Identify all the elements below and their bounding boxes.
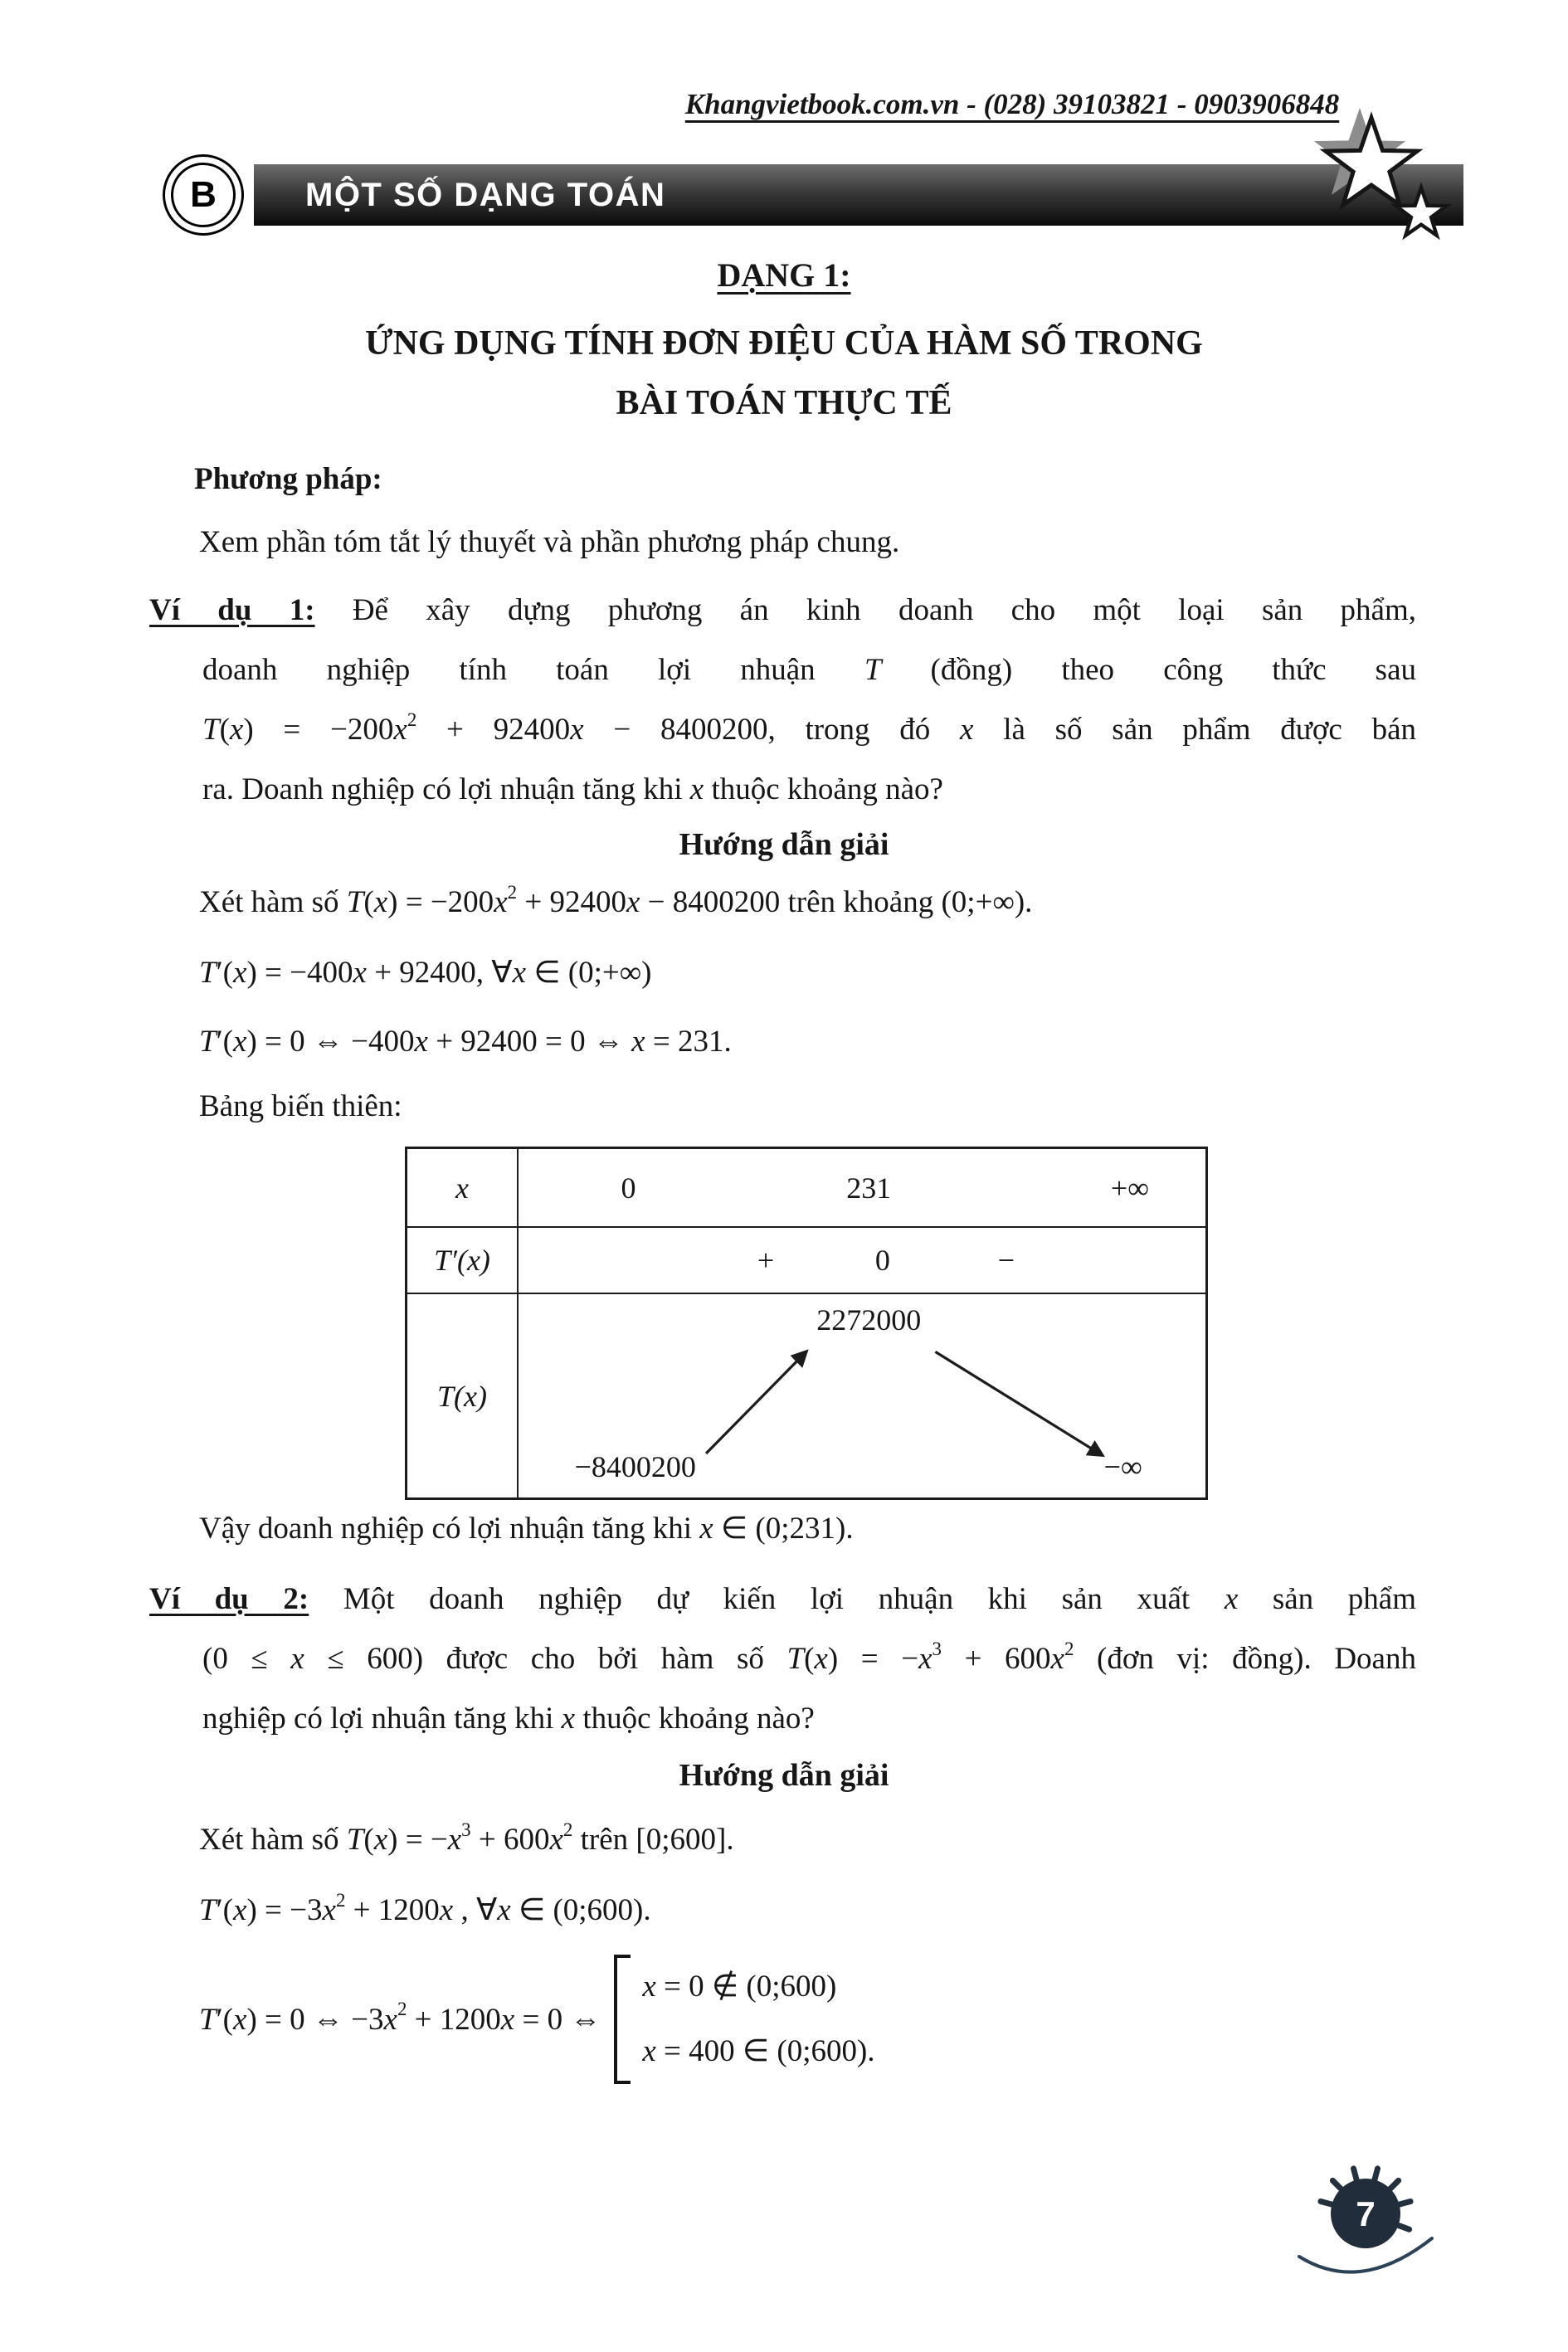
bbt-deriv-values: [519, 1228, 1205, 1294]
bbt-var-derivative: T′(x): [434, 1244, 490, 1277]
example1-conclusion: [199, 1510, 854, 1546]
example1-solution-line-2: [199, 954, 651, 991]
text-segment: $T(x) = -200x^2 + 92400x - 8400200$: [202, 709, 768, 747]
section-letter: B: [190, 174, 217, 215]
left-bracket-icon: [614, 1955, 631, 2084]
text-segment: sản phẩm: [1238, 1582, 1416, 1616]
text-segment: $T'(x) = -3x^2 + 1200x$ , ∀x ∈ (0;600).: [199, 1889, 651, 1927]
text-segment: Ví dụ 2:: [149, 1582, 309, 1616]
solution-heading-2: Hướng dẫn giải: [679, 1758, 889, 1793]
text-segment: [0;600]: [635, 1823, 727, 1857]
cases-list: [631, 1955, 874, 2084]
text-segment: .: [1025, 885, 1033, 919]
bbt-var-x: x: [455, 1171, 469, 1205]
text-segment: $T(x) = -x^3 + 600x^2$: [786, 1638, 1074, 1676]
text-segment: x: [561, 1702, 576, 1736]
text-segment: x ∈ (0;231): [699, 1512, 846, 1546]
text-segment: Xét hàm số: [199, 1823, 347, 1857]
bbt-start-value: −8400200: [574, 1450, 696, 1483]
method-text: Xem phần tóm tắt lý thuyết và phần phương pháp chung.: [199, 525, 900, 559]
case-1: [642, 1955, 874, 2019]
bbt-sign-minus: −: [997, 1244, 1015, 1277]
text-segment: thuộc khoảng nào?: [704, 772, 943, 806]
text-line: [149, 760, 1416, 820]
example1-solution-line-1: [199, 881, 1033, 920]
star-big-icon: [1326, 118, 1417, 205]
text-segment: .: [845, 1512, 854, 1546]
bbt-sign-zero: 0: [874, 1244, 890, 1277]
text-segment: x: [1224, 1582, 1239, 1616]
text-segment: (0;+∞): [941, 885, 1025, 919]
text-segment: $T(x) = -x^3 + 600x^2$: [346, 1819, 573, 1857]
solution-heading-1: Hướng dẫn giải: [679, 827, 889, 862]
text-line: [149, 1689, 1416, 1749]
bbt-fn-values: [519, 1294, 1205, 1497]
text-segment: (0 ≤ x ≤ 600): [202, 1642, 424, 1676]
method-label: Phương pháp:: [194, 462, 382, 496]
section-banner: [254, 164, 1463, 226]
text-segment: thuộc khoảng nào?: [575, 1702, 815, 1736]
page-number-ornament: [1293, 2157, 1442, 2306]
variation-table-label: Bảng biến thiên:: [199, 1089, 402, 1123]
text-segment: được cho bởi hàm số: [423, 1642, 787, 1676]
example2-solution-line-2: [199, 1889, 651, 1928]
text-segment: x = 400 ∈ (0;600).: [642, 2034, 875, 2068]
text-segment: ra. Doanh nghiệp có lợi nhuận tăng khi: [202, 772, 690, 806]
section-banner-title: MỘT SỐ DẠNG TOÁN: [305, 176, 666, 213]
text-segment: trên: [572, 1823, 636, 1857]
case-2: [642, 2019, 874, 2084]
example1-solution-line-3: [199, 1024, 732, 1059]
star-decoration-icon: [1288, 98, 1471, 256]
dang-heading: [0, 256, 1568, 295]
example2-paragraph: [149, 1570, 1416, 1749]
text-segment: T′(x) = −400x + 92400, ∀x ∈ (0;+∞): [199, 956, 652, 990]
star-small-icon: [1396, 187, 1447, 236]
text-segment: nghiệp có lợi nhuận tăng khi: [202, 1702, 562, 1736]
text-line: [149, 1570, 1416, 1629]
bbt-x-value-2: +∞: [1110, 1171, 1149, 1205]
bbt-end-value: −∞: [1103, 1450, 1142, 1483]
bbt-deriv-cell: [407, 1228, 519, 1294]
text-line: [149, 700, 1416, 760]
text-segment: x = 0 ∉ (0;600): [642, 1970, 837, 2004]
title-line-2: BÀI TOÁN THỰC TẾ: [616, 384, 952, 422]
example1-paragraph: [149, 581, 1416, 820]
bbt-sign-plus: +: [757, 1244, 775, 1277]
text-segment: Một doanh nghiệp dự kiến lợi nhuận khi sản xuất: [309, 1582, 1225, 1616]
header-website-phone: Khangvietbook.com.vn - (028) 39103821 - 0903906848: [684, 88, 1340, 120]
text-segment: $T(x) = -200x^2 + 92400x - 8400200$: [346, 881, 781, 919]
example2-solution-line-1: [199, 1819, 734, 1858]
section-badge: [163, 154, 244, 236]
text-line: [149, 1629, 1416, 1689]
page-number: 7: [1356, 2194, 1376, 2233]
text-segment: x: [689, 772, 704, 806]
text-segment: .: [726, 1823, 734, 1857]
text-segment: T′(x) = 0 ⇔ −400x + 92400 = 0 ⇔ x = 231.: [199, 1025, 732, 1059]
dang-label: DẠNG 1:: [717, 256, 851, 294]
bbt-var-function: T(x): [437, 1379, 487, 1413]
text-segment: , trong đó: [767, 713, 961, 747]
text-segment: x: [960, 713, 974, 747]
text-line: [149, 640, 1416, 700]
cases-bracket-group: [614, 1955, 874, 2084]
text-segment: T′(x) = 0 ⇔ $-3x^2 + 1200x = 0$ ⇔: [199, 1999, 601, 2037]
text-segment: trên khoảng: [780, 885, 942, 919]
title-line-1: ỨNG DỤNG TÍNH ĐƠN ĐIỆU CỦA HÀM SỐ TRONG: [365, 324, 1203, 363]
text-segment: (đơn vị: đồng). Doanh: [1074, 1642, 1416, 1676]
bbt-x-value-0: 0: [621, 1171, 636, 1205]
variation-table: [405, 1147, 1208, 1500]
text-segment: Để xây dựng phương án kinh doanh cho một loại sản phẩm,: [314, 593, 1416, 627]
text-segment: T: [864, 653, 882, 687]
bbt-x-value-1: 231: [846, 1171, 892, 1205]
example2-equation-system: [199, 1955, 875, 2084]
text-segment: là số sản phẩm được bán: [973, 713, 1417, 747]
bbt-x-values: [519, 1149, 1205, 1228]
bbt-fn-cell: [407, 1294, 519, 1497]
text-segment: (đồng) theo công thức sau: [881, 653, 1416, 687]
section-badge-ring: [171, 163, 236, 227]
bbt-max-value: 2272000: [816, 1303, 922, 1337]
system-prefix: [199, 1999, 601, 2038]
text-segment: Xét hàm số: [199, 885, 347, 919]
text-segment: Ví dụ 1:: [149, 593, 315, 627]
text-segment: doanh nghiệp tính toán lợi nhuận: [202, 653, 864, 687]
text-line: [149, 581, 1416, 640]
text-segment: Vậy doanh nghiệp có lợi nhuận tăng khi: [199, 1512, 700, 1546]
bbt-var-cell: [407, 1149, 519, 1228]
